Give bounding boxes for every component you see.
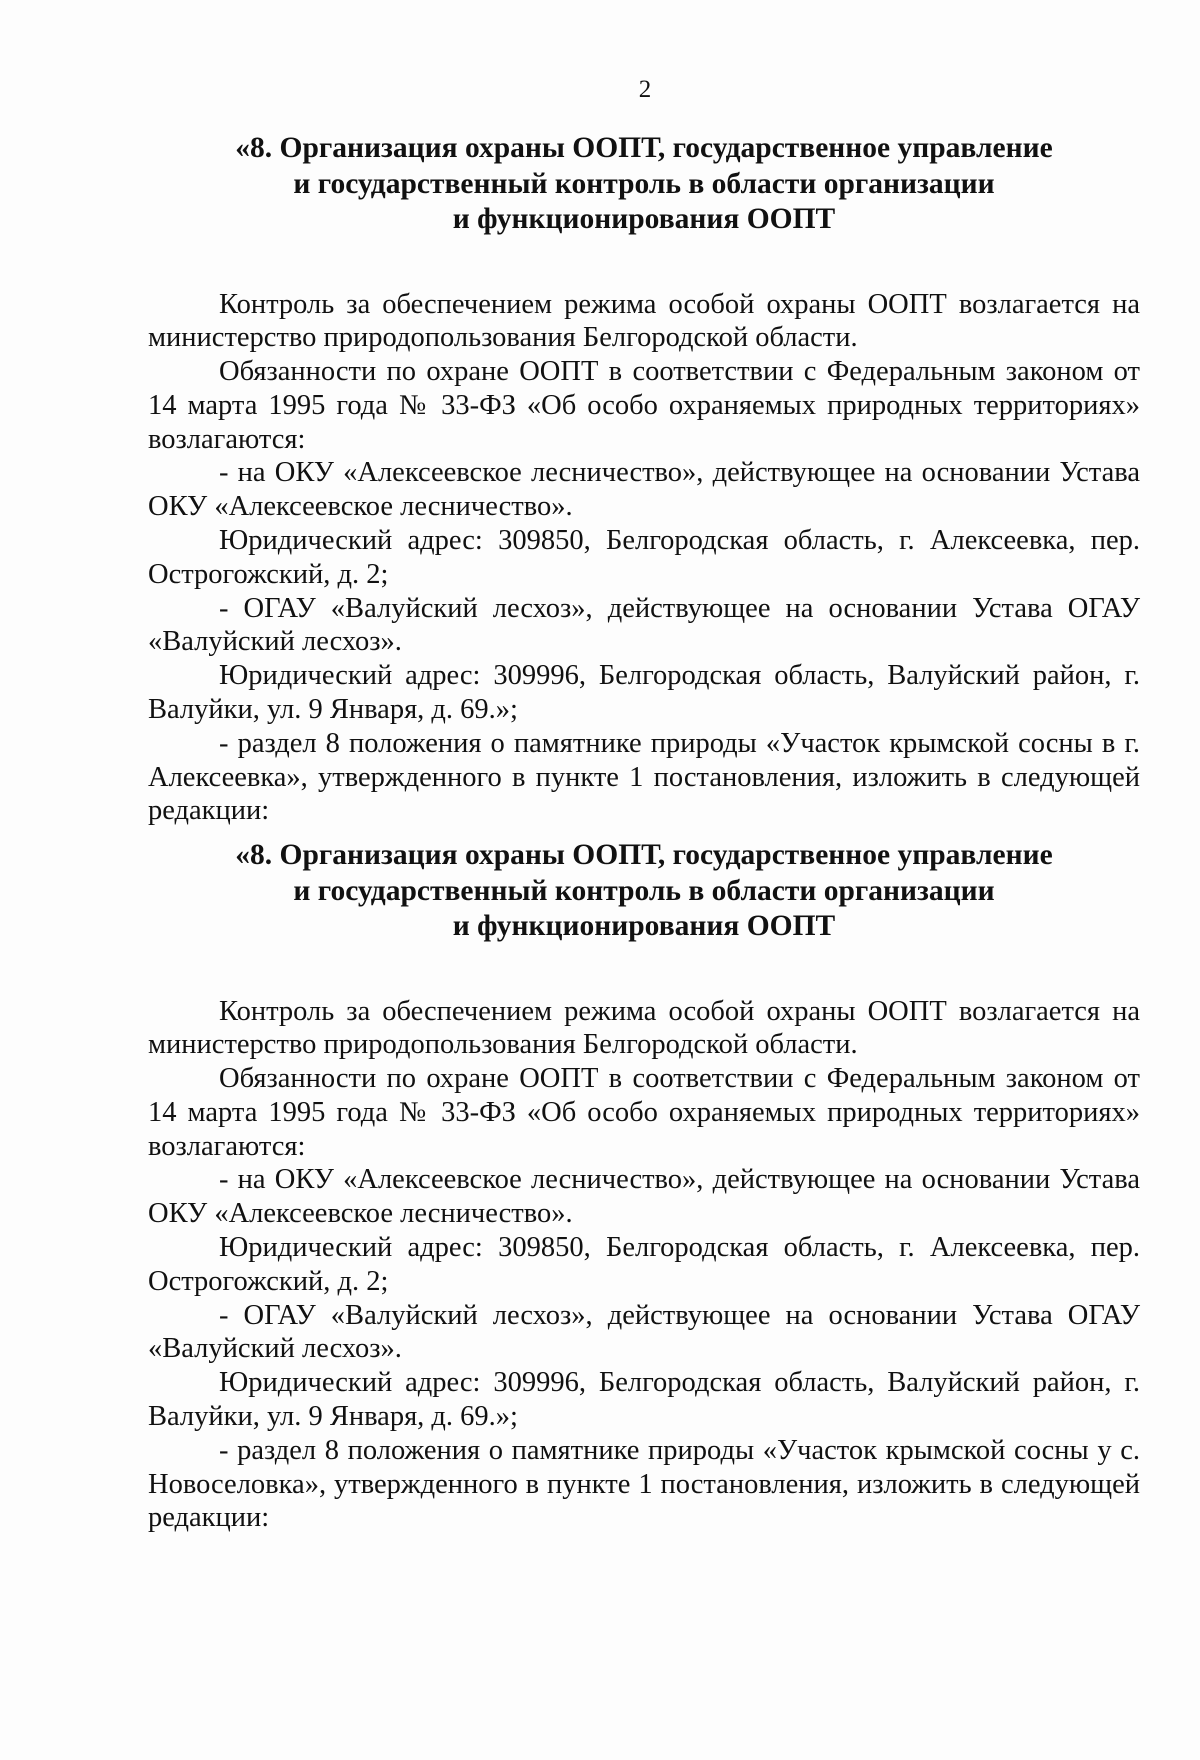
- paragraph-ogau-address: Юридический адрес: 309996, Белгородская область, Валуйский район, г. Валуйки, ул. 9 Января, д. 69.»;: [148, 1367, 1140, 1433]
- heading-line: и государственный контроль в области организации: [293, 167, 995, 200]
- heading-line: и функционирования ООПТ: [452, 910, 836, 942]
- paragraph-duties: Обязанности по охране ООПТ в соответствии с Федеральным законом от 14 марта 1995 года № 33-ФЗ «Об особо охраняемых природных территориях» возлагаются:: [148, 356, 1140, 455]
- paragraph-oku: - на ОКУ «Алексеевское лесничество», действующее на основании Устава ОКУ «Алексеевское лесничество».: [148, 1164, 1140, 1230]
- heading-line: и функционирования ООПТ: [452, 203, 836, 235]
- paragraph-ogau-address: Юридический адрес: 309996, Белгородская область, Валуйский район, г. Валуйки, ул. 9 Января, д. 69.»;: [148, 660, 1140, 726]
- paragraph-amendment: - раздел 8 положения о памятнике природы «Участок крымской сосны у с. Новоселовка», утвержденного в пункте 1 постановления, изложить в следующей редакции:: [148, 1434, 1140, 1534]
- heading-line: «8. Организация охраны ООПТ, государственное управление: [235, 132, 1053, 164]
- paragraph-duties: Обязанности по охране ООПТ в соответствии с Федеральным законом от 14 марта 1995 года № 33-ФЗ «Об особо охраняемых природных территориях» возлагаются:: [148, 1063, 1140, 1162]
- section-2: [148, 838, 1140, 1535]
- paragraph-amendment: - раздел 8 положения о памятнике природы «Участок крымской сосны в г. Алексеевка», утвержденного в пункте 1 постановления, изложить в следующей редакции:: [148, 727, 1140, 827]
- paragraph-oku-address: Юридический адрес: 309850, Белгородская область, г. Алексеевка, пер. Острогожский, д. 2;: [148, 525, 1140, 590]
- paragraph-ogau: - ОГАУ «Валуйский лесхоз», действующее на основании Устава ОГАУ «Валуйский лесхоз».: [148, 1299, 1140, 1365]
- page-number: 2: [638, 76, 652, 103]
- paragraph-oku: - на ОКУ «Алексеевское лесничество», действующее на основании Устава ОКУ «Алексеевское лесничество».: [148, 457, 1140, 523]
- heading-line: и государственный контроль в области организации: [293, 874, 995, 907]
- section-heading: [148, 838, 1140, 945]
- heading-line: «8. Организация охраны ООПТ, государственное управление: [235, 839, 1053, 871]
- paragraph-control: Контроль за обеспечением режима особой охраны ООПТ возлагается на министерство природопользования Белгородской области.: [148, 288, 1140, 354]
- paragraph-oku-address: Юридический адрес: 309850, Белгородская область, г. Алексеевка, пер. Острогожский, д. 2;: [148, 1232, 1140, 1297]
- paragraph-control: Контроль за обеспечением режима особой охраны ООПТ возлагается на министерство природопользования Белгородской области.: [148, 995, 1140, 1061]
- paragraph-ogau: - ОГАУ «Валуйский лесхоз», действующее на основании Устава ОГАУ «Валуйский лесхоз».: [148, 592, 1140, 658]
- section-heading: [148, 131, 1140, 238]
- section-1: [148, 131, 1140, 828]
